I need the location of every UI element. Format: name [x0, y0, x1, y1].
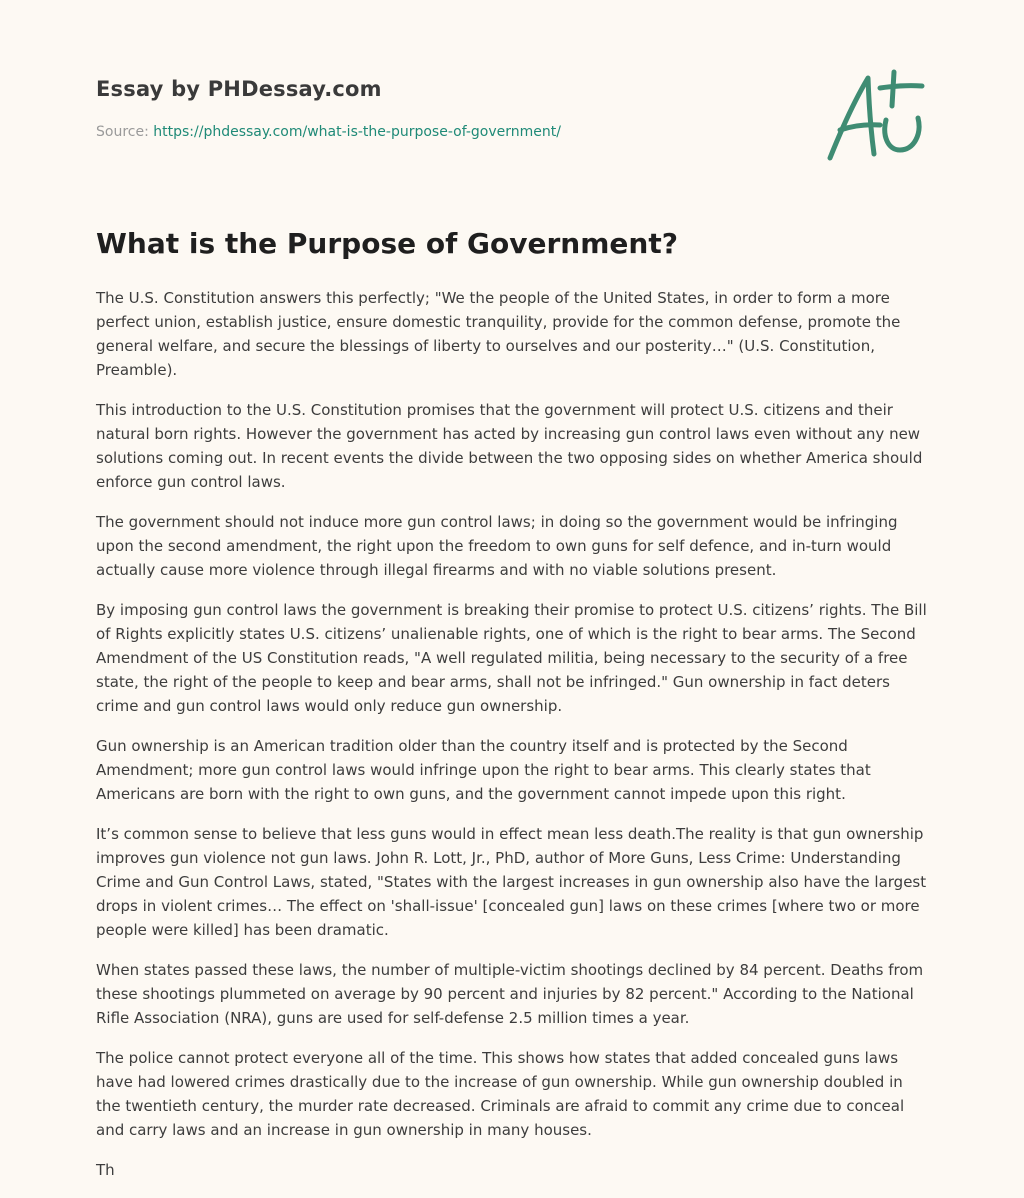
essay-title: What is the Purpose of Government? [96, 227, 678, 260]
source-link[interactable]: https://phdessay.com/what-is-the-purpose-of-government/ [153, 124, 561, 140]
essay-paragraph: This introduction to the U.S. Constitution promises that the government will protect U.S. citizens and their natural born rights. However the government has acted by increasing gun control laws even without any new solutions coming out. In recent events the divide between the two opposing sides on whether America should enforce gun control laws. [96, 401, 923, 491]
essay-paragraph: The government should not induce more gun control laws; in doing so the government would be infringing upon the second amendment, the right upon the freedom to own guns for self defence, and in-turn would actually cause more violence through illegal firearms and with no viable solutions present. [96, 513, 898, 579]
source-line [96, 124, 561, 140]
essay-paragraph: When states passed these laws, the number of multiple-victim shootings declined by 84 percent. Deaths from these shootings plummeted on average by 90 percent and injuries by 82 percent." According to the National Rifle Association (NRA), guns are used for self-defense 2.5 million times a year. [96, 961, 924, 1027]
essay-paragraph: The police cannot protect everyone all of the time. This shows how states that added concealed guns laws have had lowered crimes drastically due to the increase of gun ownership. While gun ownership doubled in the twentieth century, the murder rate decreased. Criminals are afraid to commit any crime due to conceal and carry laws and an increase in gun ownership in many houses. [96, 1049, 905, 1139]
essay-paragraph-truncated: Th [96, 1161, 115, 1179]
essay-body [96, 286, 928, 1198]
site-brand: Essay by PHDessay.com [96, 77, 382, 101]
essay-paragraph: Gun ownership is an American tradition older than the country itself and is protected by the Second Amendment; more gun control laws would infringe upon the right to bear arms. This clearly states that Americans are born with the right to own guns, and the government cannot impede upon this right. [96, 737, 871, 803]
essay-paragraph: It’s common sense to believe that less guns would in effect mean less death.The reality is that gun ownership improves gun violence not gun laws. John R. Lott, Jr., PhD, author of More Guns, Less Crime: Understanding Crime and Gun Control Laws, stated, "States with the largest increases in gun ownership also have the largest drops in violent crimes… The effect on 'shall-issue' [concealed gun] laws on these crimes [where two or more people were killed] has been dramatic. [96, 825, 927, 939]
essay-paragraph: By imposing gun control laws the government is breaking their promise to protect U.S. citizens’ rights. The Bill of Rights explicitly states U.S. citizens’ unalienable rights, one of which is the right to bear arms. The Second Amendment of the US Constitution reads, "A well regulated militia, being necessary to the security of a free state, the right of the people to keep and bear arms, shall not be infringed." Gun ownership in fact deters crime and gun control laws would only reduce gun ownership. [96, 601, 927, 715]
essay-paragraph: The U.S. Constitution answers this perfectly; "We the people of the United States, in order to form a more perfect union, establish justice, ensure domestic tranquility, provide for the common defense, promote the general welfare, and secure the blessings of liberty to ourselves and our posterity…" (U.S. Constitution, Preamble). [96, 289, 901, 379]
source-label: Source: [96, 124, 149, 140]
a-plus-icon [822, 66, 928, 166]
